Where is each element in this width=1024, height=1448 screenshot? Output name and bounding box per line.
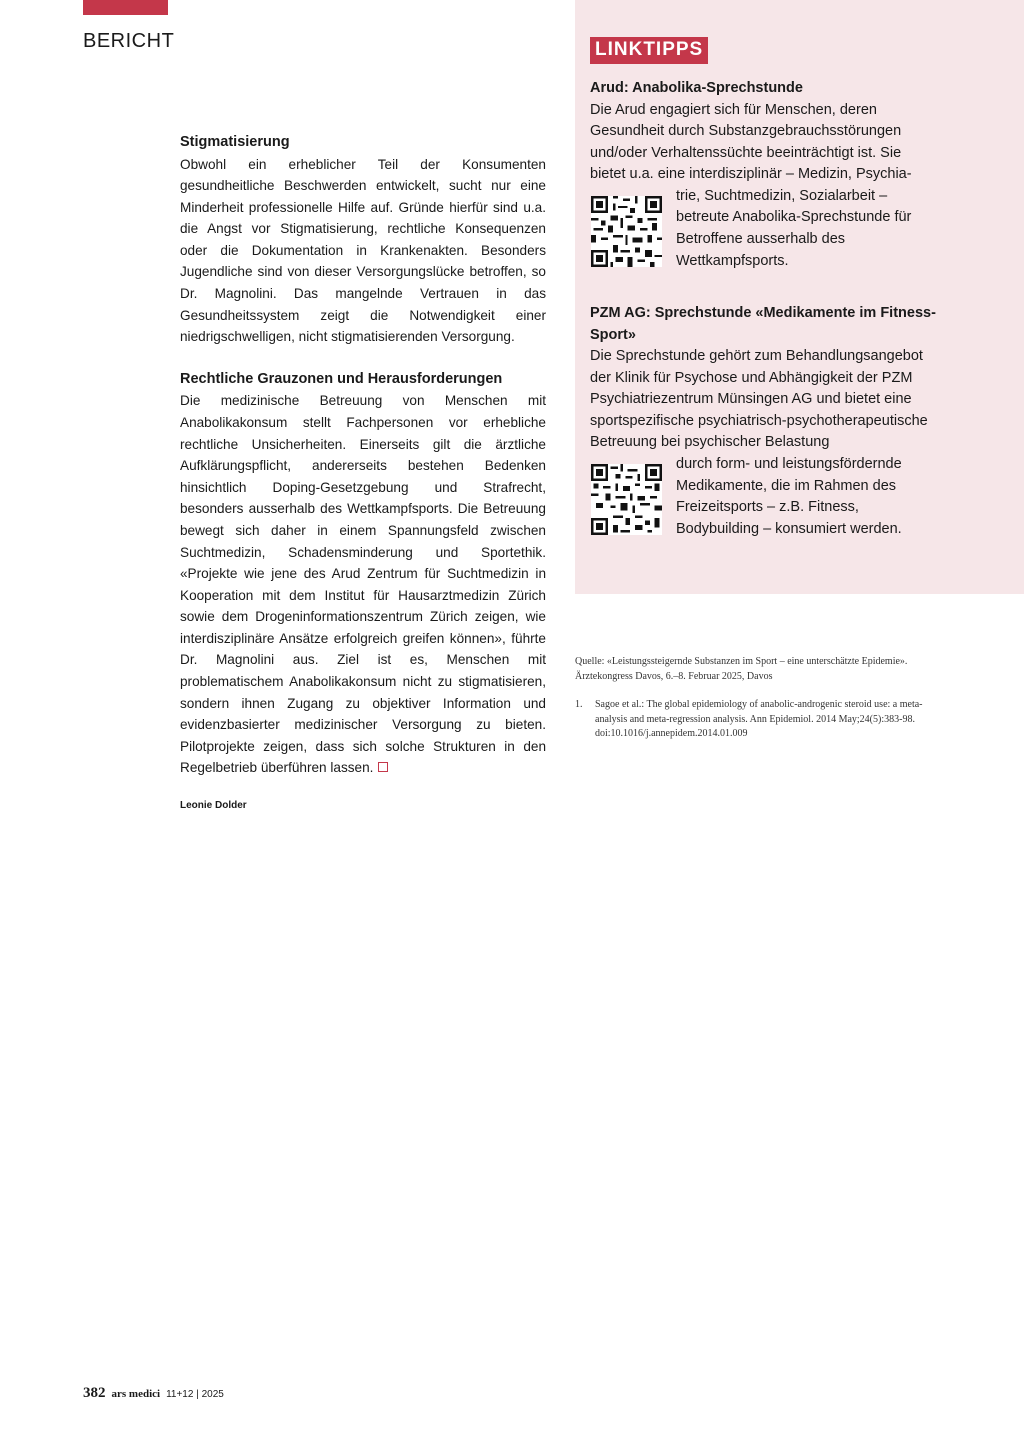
article-column (180, 132, 546, 811)
tip-pzm-title: PZM AG: Sprechstunde «Medikamente im Fitness-Sport» (590, 305, 936, 343)
tip-arud-text: Die Arud engagiert sich für Menschen, deren Gesundheit durch Substanzgebrauchsstörungen und/oder Verhaltenssüchte beeinträchtigt ist. Sie bietet u.a. eine interdisziplinär – Medizin, Psychia- (590, 101, 912, 183)
tip-arud-title: Arud: Anabolika-Sprechstunde (590, 80, 803, 96)
paragraph-grauzonen (180, 390, 546, 779)
paragraph-grauzonen-text: Die medizinische Betreuung von Menschen mit Anabolikakonsum stellt Fachpersonen vor erhebliche rechtliche Unsicherheiten. Einerseits gilt die ärztliche Aufklärungspflicht, andererseits bestehen Bedenken hinsichtlich Doping-Gesetzgebung und Strafrecht, besonders ausserhalb des Wettkampfsports. Die Betreuung bewegt sich daher in einem Spannungsfeld zwischen Suchtmedizin, Schadensminderung und Sportethik. «Projekte wie jene des Arud Zentrum für Suchtmedizin in Kooperation mit dem Institut für Hausarztmedizin Zürich sowie dem Drogeninformationszentrum Zürich zeigen, wie interdisziplinäre Ansätze erfolgreich greifen können», führte Dr. Magnolini aus. Ziel ist es, Menschen mit problematischem Anabolikakonsum nicht zu stigmatisieren, sondern ihnen Zugang zu objektiver Information und evidenzbasierter medizinischer Versorgung zu bieten. Pilotprojekte zeigen, dass sich solche Strukturen in den Regelbetrieb überführen lassen. (180, 393, 546, 776)
page-number: 382 (83, 1385, 106, 1401)
accent-bar (83, 0, 168, 15)
journal-name: ars medici (111, 1388, 161, 1400)
section-label: BERICHT (83, 30, 175, 52)
footnote (575, 698, 947, 742)
qr-code-icon[interactable] (591, 196, 662, 267)
linktipps-label: LINKTIPPS (590, 37, 708, 64)
end-mark-icon (378, 762, 388, 772)
tip-pzm-text-indented: durch form- und leistungsfördernde Medikamente, die im Rahmen des Freizeitsports – z.B. Fitness, Bodybuilding – konsumiert werden. (676, 455, 902, 537)
heading-grauzonen: Rechtliche Grauzonen und Herausforderungen (180, 370, 503, 387)
tip-arud-text-indented: trie, Suchtmedizin, Sozialarbeit – betreute Anabolika-Sprechstunde für Betroffene ausserhalb des Wettkampfsports. (676, 187, 912, 269)
footnote-text: Sagoe et al.: The global epidemiology of anabolic-androgenic steroid use: a meta-analysis and meta-regression analysis. Ann Epidemiol. 2014 May;24(5):383-98. doi:10.1016/j.annepidem.2014.01.009 (595, 699, 923, 739)
paragraph-stigmatisierung: Obwohl ein erheblicher Teil der Konsumenten gesundheitliche Beschwerden entwickelt, sucht nur eine Minderheit professionelle Hilfe auf. Gründe hierfür sind u.a. die Angst vor Stigmatisierung, rechtliche Konsequenzen oder die Dokumentation in Krankenakten. Besonders Jugendliche sind von dieser Versorgungslücke betroffen, so Dr. Magnolini. Das mangelnde Vertrauen in das Gesundheitssystem zeigt die Notwendigkeit einer niedrigschwelligen, nicht stigmatisierenden Versorgung. (180, 156, 546, 345)
tip-pzm-text: Die Sprechstunde gehört zum Behandlungsangebot der Klinik für Psychose und Abhängigkeit der PZM Psychiatriezentrum Münsingen AG und bietet eine sportspezifische psychiatrisch-psychotherapeutische Betreuung bei psychischer Belastung (590, 348, 928, 451)
issue-info: 11+12 | 2025 (166, 1389, 224, 1400)
source-note: Quelle: «Leistungssteigernde Substanzen im Sport – eine unterschätzte Epidemie». Ärztekongress Davos, 6.–8. Februar 2025, Davos (575, 656, 908, 682)
qr-code-icon[interactable] (591, 464, 662, 535)
page-footer (83, 1385, 224, 1402)
footnote-number: 1. (575, 699, 583, 710)
heading-stigmatisierung: Stigmatisierung (180, 134, 290, 150)
author: Leonie Dolder (180, 800, 247, 812)
